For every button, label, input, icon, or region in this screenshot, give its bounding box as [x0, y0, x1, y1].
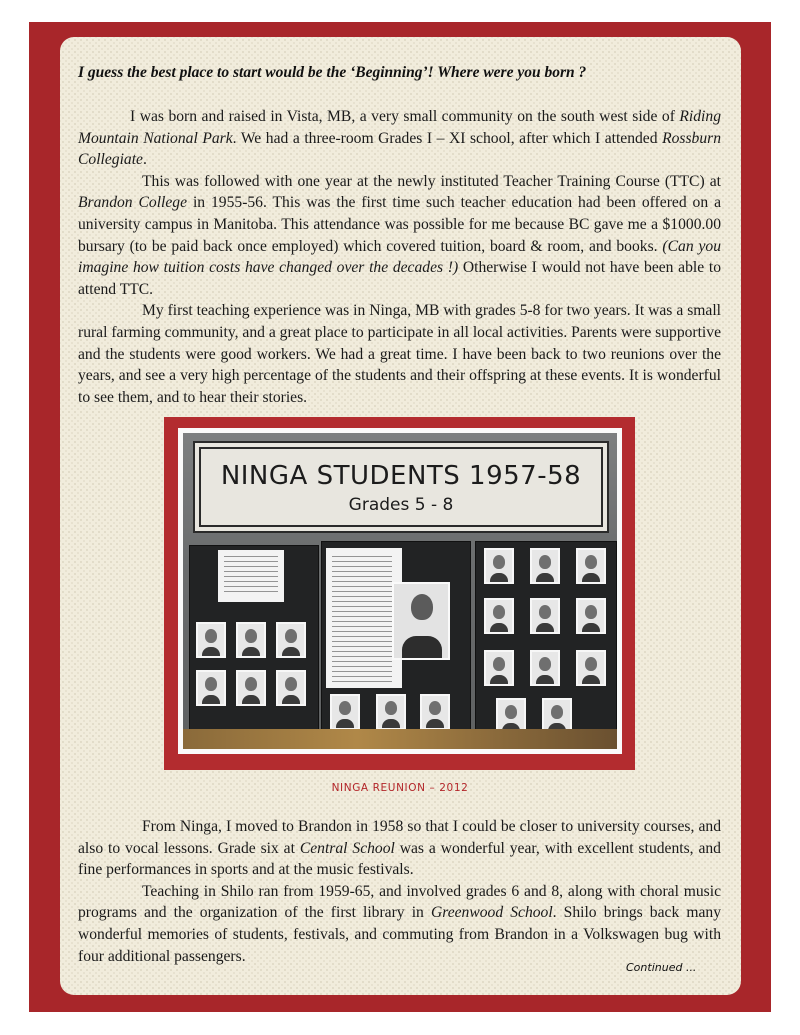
text-run: Teaching in Shilo ran from 1959-65, and involved grades 6 and 8, along with choral music programs and the organization of the first library in: [78, 882, 721, 922]
student-portrait: [330, 694, 360, 730]
text-run: From Ninga, I moved to Brandon in 1958 so that I could be closer to university courses, and also to vocal lessons. Grade six at: [78, 818, 721, 857]
article-body-top: [78, 106, 721, 408]
park-name: Riding Mountain National Park: [78, 108, 721, 147]
banner-title: NINGA STUDENTS 1957-58: [220, 461, 582, 491]
student-portrait: [484, 548, 514, 584]
continued-note: Continued ...: [626, 961, 697, 974]
student-portrait: [530, 598, 560, 634]
paragraph-ttc: [78, 171, 721, 301]
text-run: Otherwise I would not have been able to attend TTC.: [78, 259, 721, 298]
student-portrait: [276, 622, 306, 658]
photo-board-left: [189, 545, 319, 733]
text-run: was a wonderful year, with excellent students, and fine performances in sports and at the music festivals.: [78, 839, 721, 879]
paragraph-shilo: [78, 881, 721, 967]
paragraph-birthplace: [78, 106, 721, 171]
board-text: [224, 556, 278, 596]
interview-question: I guess the best place to start would be the ‘Beginning’! Where were you born ?: [78, 64, 587, 81]
student-portrait: [530, 548, 560, 584]
text-run: .: [142, 151, 147, 169]
aside-text: (Can you imagine how tuition costs have changed over the decades !): [78, 237, 721, 277]
reunion-photo: [183, 433, 617, 749]
photo-board-right: [475, 541, 617, 743]
school-name: Greenwood School: [430, 904, 553, 922]
text-run: in 1955-56. This was the first time such teacher education had been offered on a university campus in Manitoba. This attendance was possible for me because BC gave me a $1000.00 bursary (to be paid back once employed) which covered tuition, board & room, and books.: [78, 194, 721, 255]
student-portrait: [196, 670, 226, 706]
student-portrait: [276, 670, 306, 706]
text-run: This was followed with one year at the newly instituted Teacher Training Course (TTC) at: [142, 172, 721, 190]
article-body-bottom: [78, 816, 721, 967]
text-run: . Shilo brings back many wonderful memories of students, festivals, and commuting from Brandon in a Volkswagen bug with four additional passengers.: [78, 904, 721, 965]
student-portrait: [236, 670, 266, 706]
paragraph-brandon: [78, 816, 721, 881]
collegiate-name: Rossburn Collegiate: [78, 129, 721, 169]
student-portrait: [530, 650, 560, 686]
college-name: Brandon College: [78, 194, 188, 212]
photo-caption: NINGA REUNION – 2012: [331, 782, 469, 794]
teacher-portrait: [392, 582, 450, 660]
text-run: I was born and raised in Vista, MB, a very small community on the south west side of: [130, 108, 680, 125]
student-portrait: [484, 650, 514, 686]
photo-banner: [199, 447, 603, 527]
board-text: [332, 556, 392, 682]
student-portrait: [376, 694, 406, 730]
student-portrait: [484, 598, 514, 634]
student-portrait: [420, 694, 450, 730]
table-edge: [183, 729, 617, 749]
school-name: Central School: [299, 839, 395, 857]
student-portrait: [196, 622, 226, 658]
text-run: . We had a three-room Grades I – XI school, after which I attended: [232, 129, 663, 147]
student-portrait: [576, 598, 606, 634]
student-portrait: [576, 548, 606, 584]
photo-board-middle: [321, 541, 471, 743]
paragraph-ninga: My first teaching experience was in Ninga, MB with grades 5-8 for two years. It was a small rural farming community, and a great place to participate in all local activities. Parents were supportive and the students were good workers. We had a great time. I have been back to two reunions over the years, and see a very high percentage of the students and their offspring at these events. It is wonderful to see them, and to hear their stories.: [78, 302, 721, 406]
student-portrait: [576, 650, 606, 686]
banner-subtitle: Grades 5 - 8: [348, 495, 454, 515]
student-portrait: [236, 622, 266, 658]
